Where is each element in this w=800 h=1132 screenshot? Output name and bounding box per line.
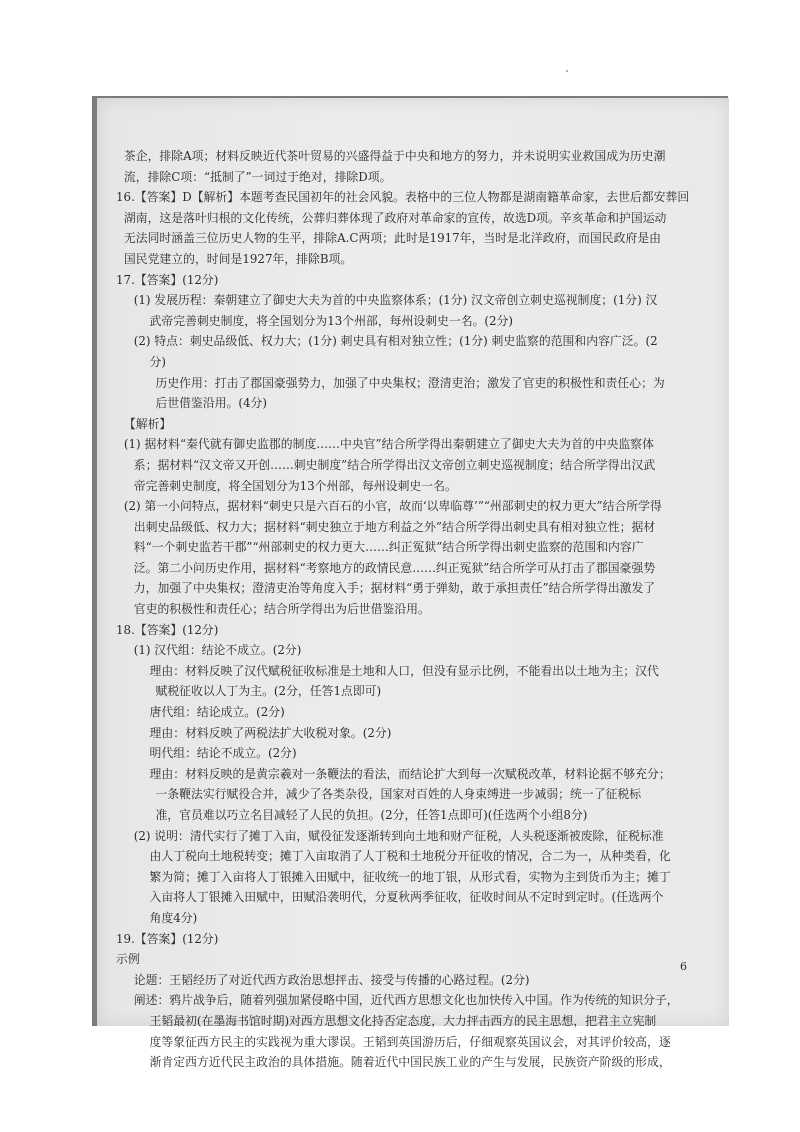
text-line: 18.【答案】(12分): [116, 622, 219, 637]
text-line: 16.【答案】D【解析】本题考查民国初年的社会风貌。表格中的三位人物都是湖南籍革命家，去世后都安葬回: [116, 190, 690, 205]
text-line: 渐肯定西方近代民主政治的具体措施。随着近代中国民族工业的产生与发展，民族资产阶级的形成，: [149, 1055, 671, 1070]
text-line: 国民党建立的，时间是1927年，排除B项。: [123, 251, 353, 266]
text-line: 理由：材料反映了两税法扩大收税对象。(2分): [149, 725, 392, 740]
text-line: 示例: [116, 952, 140, 967]
text-line: 系；据材料“汉文帝又开创……刺史制度”结合所学得出汉文帝创立刺史巡视制度；结合所学得出汉武: [133, 457, 656, 472]
text-line: 理由：材料反映了汉代赋税征收标准是土地和人口，但没有显示比例，不能看出以土地为主；汉代: [149, 663, 659, 678]
text-line: 理由：材料反映的是黄宗羲对一条鞭法的看法，而结论扩大到每一次赋税改革，材料论据不够充分；: [149, 766, 671, 781]
text-line: (1) 汉代组：结论不成立。(2分): [133, 643, 302, 658]
text-line: 度等象征西方民主的实践视为重大谬误。王韬到英国游历后，仔细观察英国议会，对其评价较高，逐: [149, 1034, 671, 1049]
text-line: (2) 特点：刺史品级低、权力大；(1分) 刺史具有相对独立性；(1分) 刺史监察的范围和内容广泛。(2: [133, 334, 658, 349]
text-line: 武帝完善刺史制度，将全国划分为13个州部，每州设刺史一名。(2分): [149, 313, 514, 328]
text-line: 一条鞭法实行赋役合并，减少了各类杂役，国家对百姓的人身束缚进一步减弱；统一了征税标: [155, 787, 642, 802]
text-line: 无法同时涵盖三位历史人物的生平，排除A.C两项；此时是1917年，当时是北洋政府，而国民政府是由: [123, 231, 662, 246]
text-line: 出刺史品级低、权力大；据材料“刺史独立于地方利益之外”结合所学得出刺史具有相对独立性；据材: [133, 519, 656, 534]
text-line: 流，排除C项：“抵制了”一词过于绝对，排除D项。: [123, 169, 392, 184]
text-line: 料“一个刺史监若干郡”“州部刺史的权力更大……纠正冤狱”结合所学得出刺史监察的范围和内容广: [133, 540, 644, 555]
text-line: 力，加强了中央集权；澄清吏治等角度入手；据材料“勇于弹劾，敢于承担责任”结合所学得出激发了: [133, 581, 656, 596]
text-line: 论题：王韬经历了对近代西方政治思想抨击、接受与传播的心路过程。(2分): [133, 972, 530, 987]
text-line: 由人丁税向土地税转变；摊丁入亩取消了人丁税和土地税分开征收的情况，合二为一，从种类看，化: [149, 849, 671, 864]
text-line: (1) 据材料“秦代就有御史监郡的制度……中央官”结合所学得出秦朝建立了御史大夫为首的中央监察体: [123, 437, 655, 452]
text-line: (2) 说明：清代实行了摊丁入亩，赋役征发逐渐转到向土地和财产征税，人头税逐渐被废除，征税标准: [133, 828, 664, 843]
scan-speck: [566, 70, 568, 72]
text-line: 角度4分): [149, 910, 198, 925]
text-line: 历史作用：打击了郡国豪强势力，加强了中央集权；澄清吏治；激发了官吏的积极性和责任心；为: [155, 375, 665, 390]
text-line: 17.【答案】(12分): [116, 272, 219, 287]
text-line: 唐代组：结论成立。(2分): [149, 705, 285, 720]
text-line: 泛。第二小问历史作用，据材料“考察地方的政情民意……纠正冤狱”结合所学可从打击了郡国豪强势: [133, 560, 656, 575]
text-line: 帝完善刺史制度，将全国划分为13个州部，每州设刺史一名。: [133, 478, 457, 493]
text-line: 官吏的积极性和责任心；结合所学得出为后世借鉴沿用。: [133, 602, 430, 617]
answer-text-block: [116, 146, 716, 1073]
text-line: 后世借鉴沿用。(4分): [155, 396, 268, 411]
text-line: 阐述：鸦片战争后，随着列强加紧侵略中国，近代西方思想文化也加快传入中国。作为传统的知识分子，: [133, 993, 679, 1008]
page-number: 6: [680, 960, 687, 973]
text-line: 茶企，排除A项；材料反映近代茶叶贸易的兴盛得益于中央和地方的努力，并未说明实业救国成为历史潮: [123, 149, 666, 163]
text-line: 王韬最初(在墨海书馆时期)对西方思想文化持否定态度，大力抨击西方的民主思想，把君主立宪制: [149, 1013, 657, 1028]
text-line: (2) 第一小问特点，据材料“刺史只是六百石的小官，故而‘以卑临尊’”“州部刺史的权力更大”结合所学得: [123, 499, 662, 514]
text-line: 入亩将人丁银摊入田赋中，田赋沿袭明代，分夏秋两季征收，征收时间从不定时到定时。(任选两个: [149, 890, 664, 905]
text-line: 准，官员难以巧立名目减轻了人民的负担。(2分，任答1点即可)(任选两个小组8分): [155, 808, 588, 822]
text-line: 分): [149, 354, 167, 369]
text-line: 【解析】: [123, 416, 172, 431]
text-line: 赋税征收以人丁为主。(2分，任答1点即可): [155, 684, 382, 699]
text-line: 湖南，这是落叶归根的文化传统，公葬归葬体现了政府对革命家的宣传，故选D项。辛亥革命和护国运动: [123, 210, 667, 225]
text-line: (1) 发展历程：秦朝建立了御史大夫为首的中央监察体系；(1分) 汉文帝创立刺史巡视制度；(1分) 汉: [133, 293, 658, 308]
text-line: 19.【答案】(12分): [116, 931, 219, 946]
text-line: 明代组：结论不成立。(2分): [149, 746, 297, 761]
text-line: 繁为简；摊丁入亩将人丁银摊入田赋中，征收统一的地丁银，从形式看，实物为主到货币为主；摊丁: [149, 869, 671, 884]
